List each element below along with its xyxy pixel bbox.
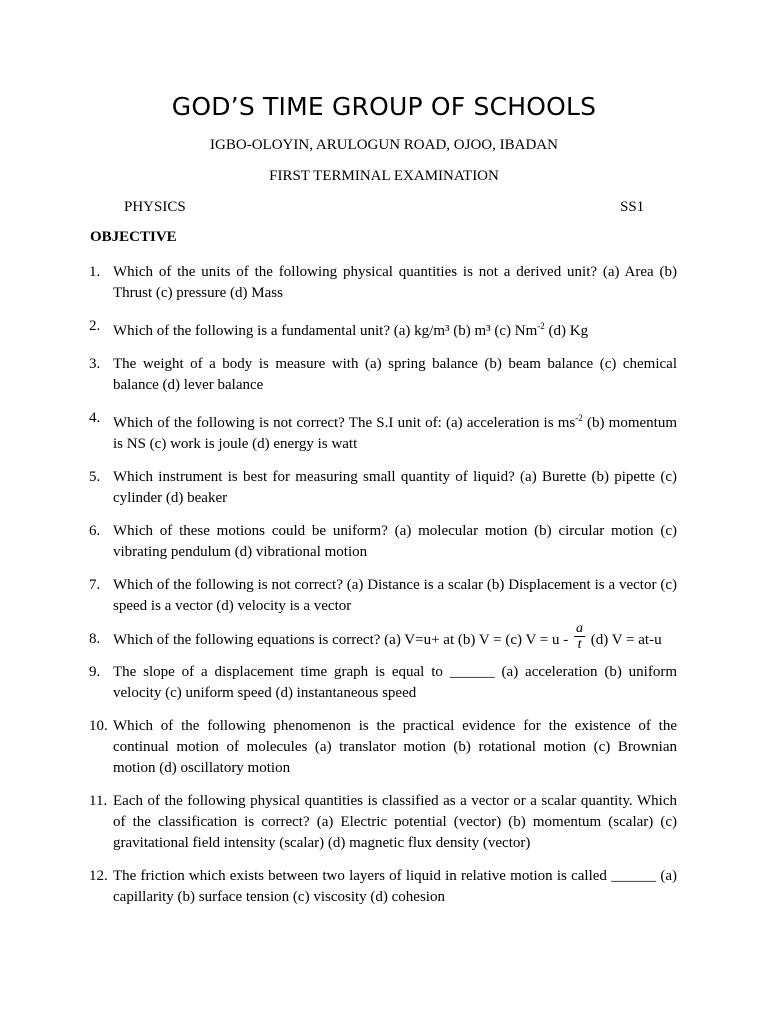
question-text: The slope of a displacement time graph is equal to ______ (a) acceleration (b) uniform velocity (c) uniform speed (d) instantaneous speed <box>113 664 677 701</box>
question-item <box>89 521 677 563</box>
question-text-continued: (d) Kg <box>544 323 589 339</box>
question-item <box>89 866 677 908</box>
question-item <box>89 621 677 652</box>
question-number: 5. <box>89 469 101 485</box>
question-text: The friction which exists between two layers of liquid in relative motion is called ______ (a) capillarity (b) surface tension (c) viscosity (d) cohesion <box>113 868 677 905</box>
question-number: 11. <box>89 793 108 809</box>
question-text: Which of the following equations is correct? (a) V=u+ at (b) V = (c) V = u - <box>113 631 573 648</box>
question-text: Which of the following is a fundamental unit? (a) kg/m³ (b) m³ (c) Nm <box>113 323 538 339</box>
question-text: Which of the following phenomenon is the practical evidence for the existence of the continual motion of molecules (a) translator motion (b) rotational motion (c) Brownian motion (d) oscillatory motion <box>113 718 677 776</box>
question-list <box>89 262 677 920</box>
question-text-continued: (d) V = at-u <box>587 631 662 648</box>
fraction-numerator: a <box>576 621 584 636</box>
question-number: 2. <box>89 318 101 334</box>
fraction-denominator: t <box>577 637 582 652</box>
question-item <box>89 791 677 854</box>
class-label: SS1 <box>620 199 645 215</box>
fraction <box>574 621 585 652</box>
school-address: IGBO-OLOYIN, ARULOGUN ROAD, OJOO, IBADAN <box>210 137 558 153</box>
exam-title: FIRST TERMINAL EXAMINATION <box>269 168 499 184</box>
question-item <box>89 408 677 455</box>
question-number: 3. <box>89 356 101 372</box>
question-item <box>89 662 677 704</box>
question-item <box>89 316 677 342</box>
question-number: 9. <box>89 664 101 680</box>
question-number: 1. <box>89 264 101 280</box>
question-text: Which of the following is not correct? The S.I unit of: (a) acceleration is ms <box>113 415 576 431</box>
question-text-continued: (b) momentum is NS (c) work is joule (d) energy is watt <box>113 415 677 452</box>
question-item <box>89 575 677 617</box>
subject-label: PHYSICS <box>124 199 186 215</box>
question-number: 12. <box>89 868 108 884</box>
question-text: Which of these motions could be uniform? (a) molecular motion (b) circular motion (c) vibrating pendulum (d) vibrational motion <box>113 523 677 560</box>
question-text: Each of the following physical quantities is classified as a vector or a scalar quantity. Which of the classification is correct? (a) Electric potential (vector) (b) momentum (scalar) (c) gravitational field intensity (scalar) (d) magnetic flux density (vector) <box>113 793 677 851</box>
question-number: 4. <box>89 410 101 426</box>
question-item <box>89 354 677 396</box>
section-title: OBJECTIVE <box>90 229 177 245</box>
question-item <box>89 262 677 304</box>
school-name: GOD’S TIME GROUP OF SCHOOLS <box>171 92 597 121</box>
question-number: 6. <box>89 523 101 539</box>
question-number: 7. <box>89 577 101 593</box>
superscript-exponent: -2 <box>537 321 545 331</box>
question-text: Which of the following is not correct? (a) Distance is a scalar (b) Displacement is a vector (c) speed is a vector (d) velocity is a vector <box>113 577 677 614</box>
question-text: Which instrument is best for measuring small quantity of liquid? (a) Burette (b) pipette (c) cylinder (d) beaker <box>113 469 677 506</box>
question-text: Which of the units of the following physical quantities is not a derived unit? (a) Area (b) Thrust (c) pressure (d) Mass <box>113 264 677 301</box>
question-number: 10. <box>89 718 108 734</box>
superscript-exponent: -2 <box>575 413 583 423</box>
question-text: The weight of a body is measure with (a) spring balance (b) beam balance (c) chemical balance (d) lever balance <box>113 356 677 393</box>
question-item <box>89 467 677 509</box>
question-number: 8. <box>89 631 101 647</box>
question-item <box>89 716 677 779</box>
